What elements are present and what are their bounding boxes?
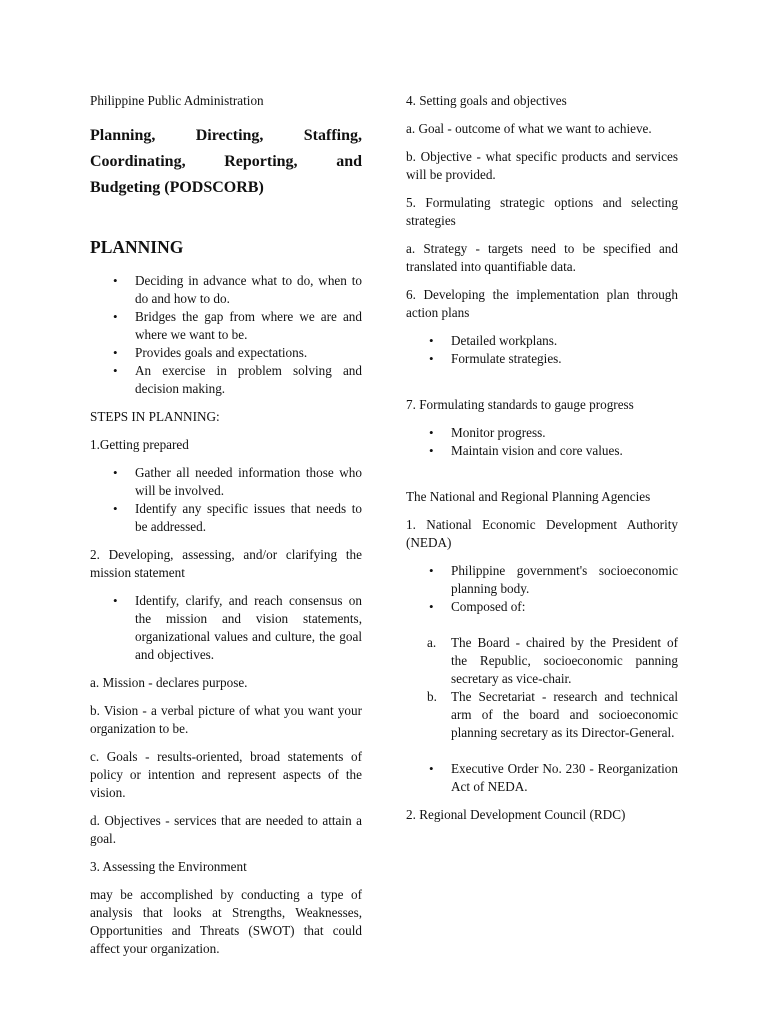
list-item-text: The Secretariat - research and technical arm of the board and socioeconomic planning secretary as its Director-General. — [451, 689, 678, 740]
list-item: • Detailed workplans. — [406, 332, 678, 350]
step6-title: 6. Developing the implementation plan through action plans — [406, 287, 678, 320]
list-marker: a. — [427, 635, 437, 650]
planning-bullet-list — [90, 272, 362, 398]
step2-bullet-list — [90, 592, 362, 664]
list-item — [406, 688, 678, 742]
left-column — [90, 92, 362, 958]
document-title: Planning, Directing, Staffing, Coordinating, Reporting, and Budgeting (PODSCORB) — [90, 127, 362, 196]
step1-title: 1.Getting prepared — [90, 437, 189, 452]
neda-composition-list — [406, 634, 678, 742]
step5-title: 5. Formulating strategic options and selecting strategies — [406, 195, 678, 228]
step7-bullet-list — [406, 424, 678, 460]
step3-title: 3. Assessing the Environment — [90, 859, 247, 874]
list-item: • Bridges the gap from where we are and where we want to be. — [90, 308, 362, 344]
right-column — [406, 92, 678, 824]
neda-title: 1. National Economic Development Authority (NEDA) — [406, 517, 678, 550]
objectives-definition: d. Objectives - services that are needed to attain a goal. — [90, 813, 362, 846]
list-item: • Formulate strategies. — [406, 350, 678, 368]
list-item: • Deciding in advance what to do, when to do and how to do. — [90, 272, 362, 308]
list-item: • An exercise in problem solving and decision making. — [90, 362, 362, 398]
steps-heading: STEPS IN PLANNING: — [90, 409, 220, 424]
list-item-text: The Board - chaired by the President of the Republic, socioeconomic panning secretary as vice-chair. — [451, 635, 678, 686]
neda-eo-list — [406, 760, 678, 796]
step4-title: 4. Setting goals and objectives — [406, 93, 567, 108]
list-marker: b. — [427, 689, 437, 704]
list-item: • Monitor progress. — [406, 424, 678, 442]
list-item: • Identify, clarify, and reach consensus on the mission and vision statements, organizational values and culture, the goal and objectives. — [90, 592, 362, 664]
step3-text: may be accomplished by conducting a type of analysis that looks at Strengths, Weaknesses, Opportunities and Threats (SWOT) that could affect your organization. — [90, 887, 362, 956]
objective-definition: b. Objective - what specific products and services will be provided. — [406, 149, 678, 182]
list-item: • Gather all needed information those who will be involved. — [90, 464, 362, 500]
list-item: • Maintain vision and core values. — [406, 442, 678, 460]
step1-bullet-list — [90, 464, 362, 536]
step6-bullet-list — [406, 332, 678, 368]
agencies-heading: The National and Regional Planning Agencies — [406, 489, 651, 504]
goal-definition: a. Goal - outcome of what we want to achieve. — [406, 121, 652, 136]
step7-title: 7. Formulating standards to gauge progress — [406, 397, 634, 412]
vision-definition: b. Vision - a verbal picture of what you want your organization to be. — [90, 703, 362, 736]
list-item: • Executive Order No. 230 - Reorganization Act of NEDA. — [406, 760, 678, 796]
step2-title: 2. Developing, assessing, and/or clarifying the mission statement — [90, 547, 362, 580]
list-item: • Philippine government's socioeconomic planning body. — [406, 562, 678, 598]
strategy-definition: a. Strategy - targets need to be specified and translated into quantifiable data. — [406, 241, 678, 274]
planning-heading: PLANNING — [90, 237, 184, 257]
list-item: • Provides goals and expectations. — [90, 344, 362, 362]
rdc-title: 2. Regional Development Council (RDC) — [406, 807, 626, 822]
mission-definition: a. Mission - declares purpose. — [90, 675, 248, 690]
list-item: • Identify any specific issues that needs to be addressed. — [90, 500, 362, 536]
page-header: Philippine Public Administration — [90, 93, 264, 108]
list-item — [406, 634, 678, 688]
list-item: • Composed of: — [406, 598, 678, 616]
neda-bullet-list — [406, 562, 678, 616]
goals-definition: c. Goals - results-oriented, broad statements of policy or intention and represent aspects of the vision. — [90, 749, 362, 800]
